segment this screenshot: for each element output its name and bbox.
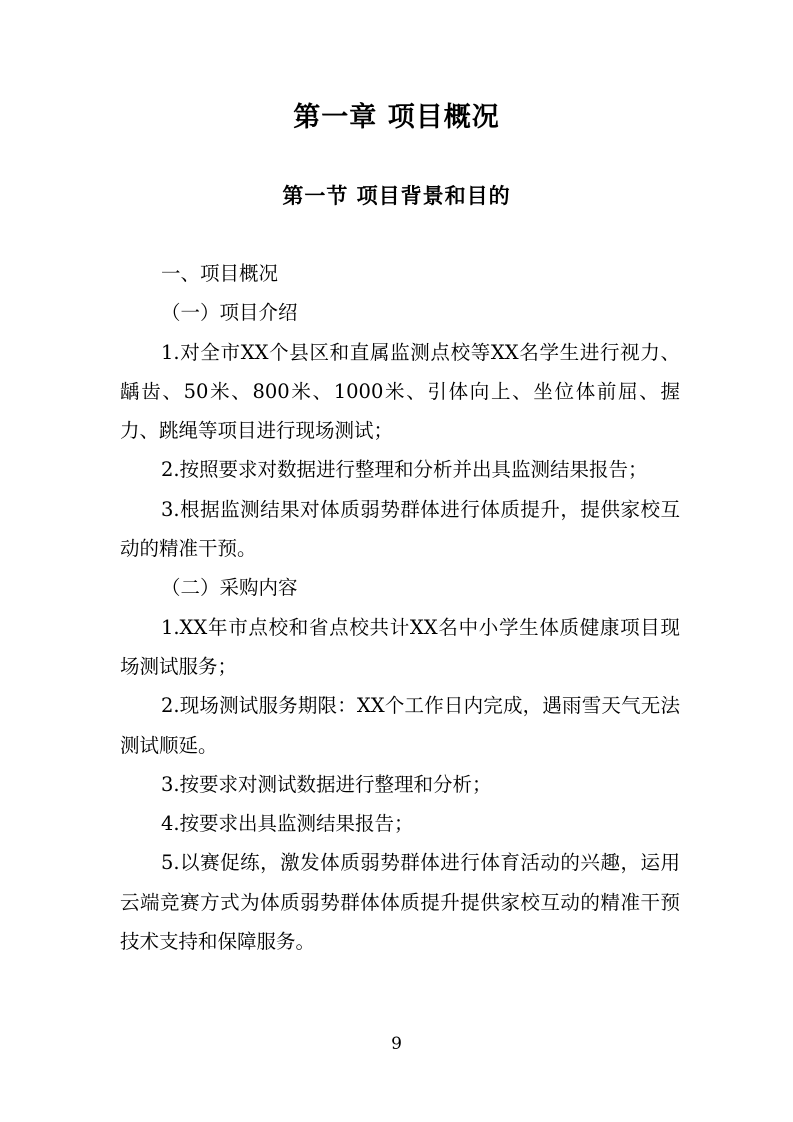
paragraph-procurement-item-4: 4.按要求出具监测结果报告；	[160, 812, 414, 836]
section-title: 第一节 项目背景和目的	[282, 184, 511, 208]
paragraph-procurement-item-5: 5.以赛促练，激发体质弱势群体进行体育活动的兴趣，运用云端竞赛方式为体质弱势群体体质提升提供家校互动的精准干预技术支持和保障服务。	[120, 851, 680, 954]
chapter-title: 第一章 项目概况	[293, 102, 500, 133]
subheading-procurement-content: （二）采购内容	[160, 576, 298, 600]
paragraph-procurement-item-1: 1.XX年市点校和省点校共计XX名中小学生体质健康项目现场测试服务；	[120, 615, 680, 678]
page-number: 9	[391, 1034, 402, 1054]
subheading-project-intro: （一）项目介绍	[160, 301, 298, 325]
paragraph-intro-item-2: 2.按照要求对数据进行整理和分析并出具监测结果报告；	[160, 458, 648, 482]
paragraph-procurement-item-3: 3.按要求对测试数据进行整理和分析；	[160, 772, 492, 796]
paragraph-intro-item-1: 1.对全市XX个县区和直属监测点校等XX名学生进行视力、龋齿、50米、800米、1000米、引体向上、坐位体前屈、握力、跳绳等项目进行现场测试；	[120, 340, 680, 443]
document-body	[120, 254, 680, 961]
heading-project-overview: 一、项目概况	[160, 262, 278, 285]
paragraph-procurement-item-2: 2.现场测试服务期限：XX个工作日内完成，遇雨雪天气无法测试顺延。	[120, 694, 680, 757]
paragraph-intro-item-3: 3.根据监测结果对体质弱势群体进行体质提升，提供家校互动的精准干预。	[120, 497, 680, 561]
